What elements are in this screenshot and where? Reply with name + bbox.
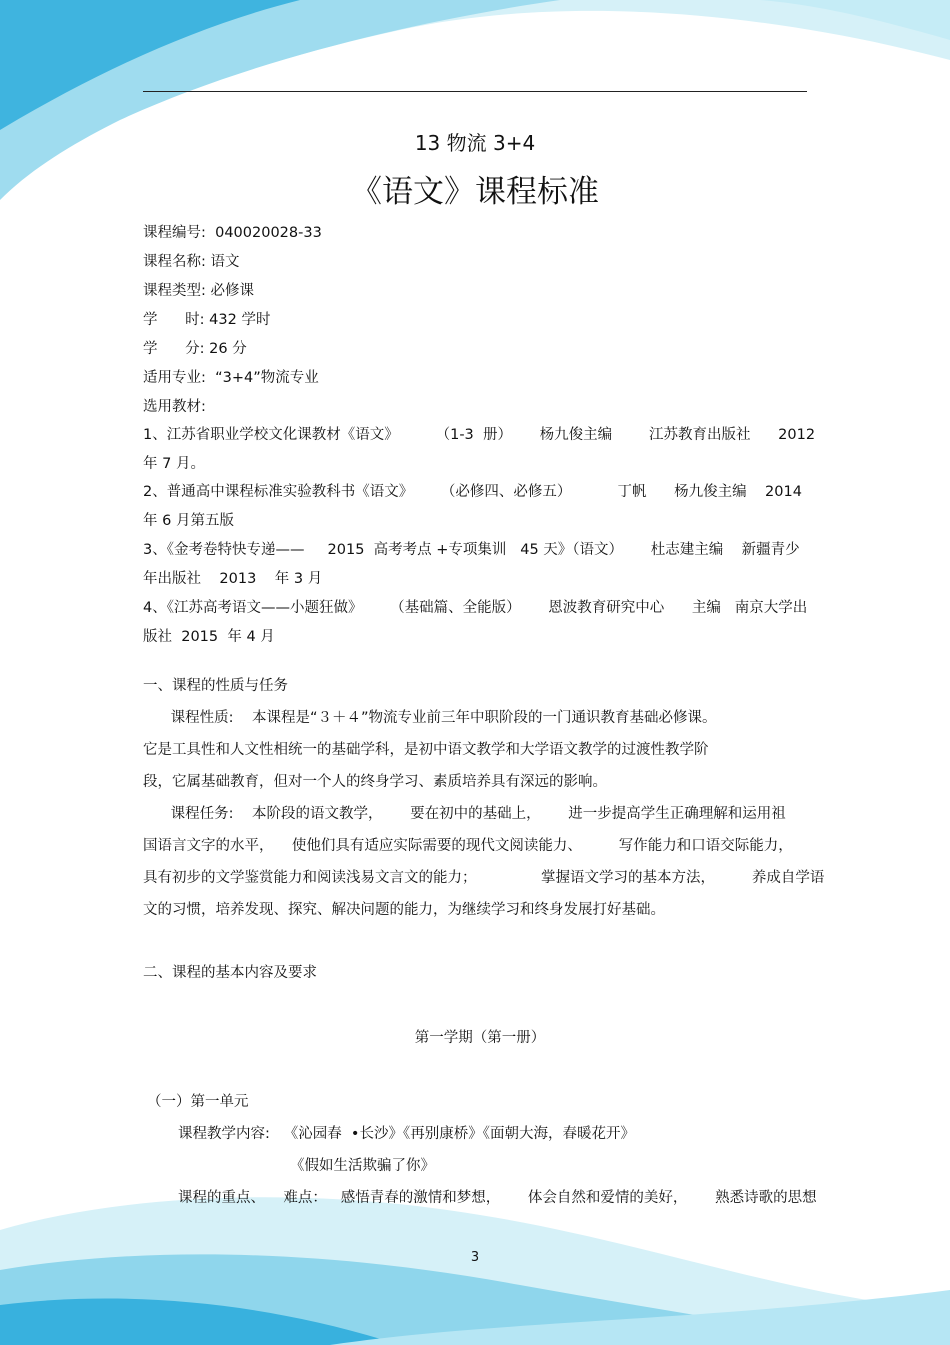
textbook-item-1-line1: 1、江苏省职业学校文化课教材《语文》 （1-3 册） 杨九俊主编 江苏教育出版社 2012 bbox=[143, 427, 816, 443]
section-1-heading: 一、课程的性质与任务 bbox=[143, 678, 288, 694]
section-1-line: 课程性质: 本课程是“３＋４”物流专业前三年中职阶段的一门通识教育基础必修课。 bbox=[143, 710, 717, 726]
header-rule bbox=[143, 91, 807, 92]
meta-hours: 学 时: 432 学时 bbox=[143, 312, 271, 328]
textbook-item-4-line2: 版社 2015 年 4 月 bbox=[143, 629, 275, 645]
meta-major: 适用专业: “3+4”物流专业 bbox=[143, 370, 319, 386]
textbook-item-3-line1: 3、《金考卷特快专递—— 2015 高考考点 +专项集训 45 天》（语文） 杜志建主编 新疆青少 bbox=[143, 542, 800, 558]
document-subtitle: 13 物流 3+4 bbox=[414, 131, 536, 155]
semester-heading: 第一学期（第一册） bbox=[414, 1030, 546, 1046]
section-1-line: 段，它属基础教育，但对一个人的终身学习、素质培养具有深远的影响。 bbox=[143, 774, 607, 790]
meta-credits: 学 分: 26 分 bbox=[143, 341, 247, 357]
textbook-item-2-line1: 2、普通高中课程标准实验教科书《语文》 （必修四、必修五） 丁帆 杨九俊主编 2014 bbox=[143, 484, 802, 500]
page-number: 3 bbox=[470, 1250, 480, 1265]
section-1-line: 它是工具性和人文性相统一的基础学科，是初中语文教学和大学语文教学的过渡性教学阶 bbox=[143, 742, 709, 758]
textbook-item-3-line2: 年出版社 2013 年 3 月 bbox=[143, 571, 323, 587]
section-2-heading: 二、课程的基本内容及要求 bbox=[143, 965, 317, 981]
section-1-line: 具有初步的文学鉴赏能力和阅读浅易文言文的能力； 掌握语文学习的基本方法， 养成自学语 bbox=[143, 870, 825, 886]
textbook-item-4-line1: 4、《江苏高考语文——小题狂做》 （基础篇、全能版） 恩波教育研究中心 主编 南京大学出 bbox=[143, 600, 808, 616]
unit-keypoints: 课程的重点、 难点： 感悟青春的激情和梦想， 体会自然和爱情的美好， 熟悉诗歌的思想 bbox=[178, 1190, 817, 1206]
meta-course-name: 课程名称: 语文 bbox=[143, 254, 240, 270]
section-1-line: 国语言文字的水平， 使他们具有适应实际需要的现代文阅读能力、 写作能力和口语交际能力， bbox=[143, 838, 793, 854]
section-1-line: 文的习惯，培养发现、探究、解决问题的能力，为继续学习和终身发展打好基础。 bbox=[143, 902, 665, 918]
unit-heading: （一）第一单元 bbox=[147, 1094, 249, 1110]
meta-textbooks-label: 选用教材: bbox=[143, 399, 206, 415]
meta-course-type: 课程类型: 必修课 bbox=[143, 283, 254, 299]
document-title: 《语文》课程标准 bbox=[351, 174, 599, 210]
textbook-item-1-line2: 年 7 月。 bbox=[143, 456, 205, 472]
meta-course-code: 课程编号: 040020028-33 bbox=[143, 225, 322, 241]
section-1-line: 课程任务: 本阶段的语文教学， 要在初中的基础上， 进一步提高学生正确理解和运用祖 bbox=[143, 806, 786, 822]
unit-content-line1: 课程教学内容: 《沁园春 •长沙》《再别康桥》《面朝大海，春暖花开》 bbox=[178, 1126, 635, 1142]
unit-content-line2: 《假如生活欺骗了你》 bbox=[290, 1158, 435, 1174]
textbook-item-2-line2: 年 6 月第五版 bbox=[143, 513, 234, 529]
